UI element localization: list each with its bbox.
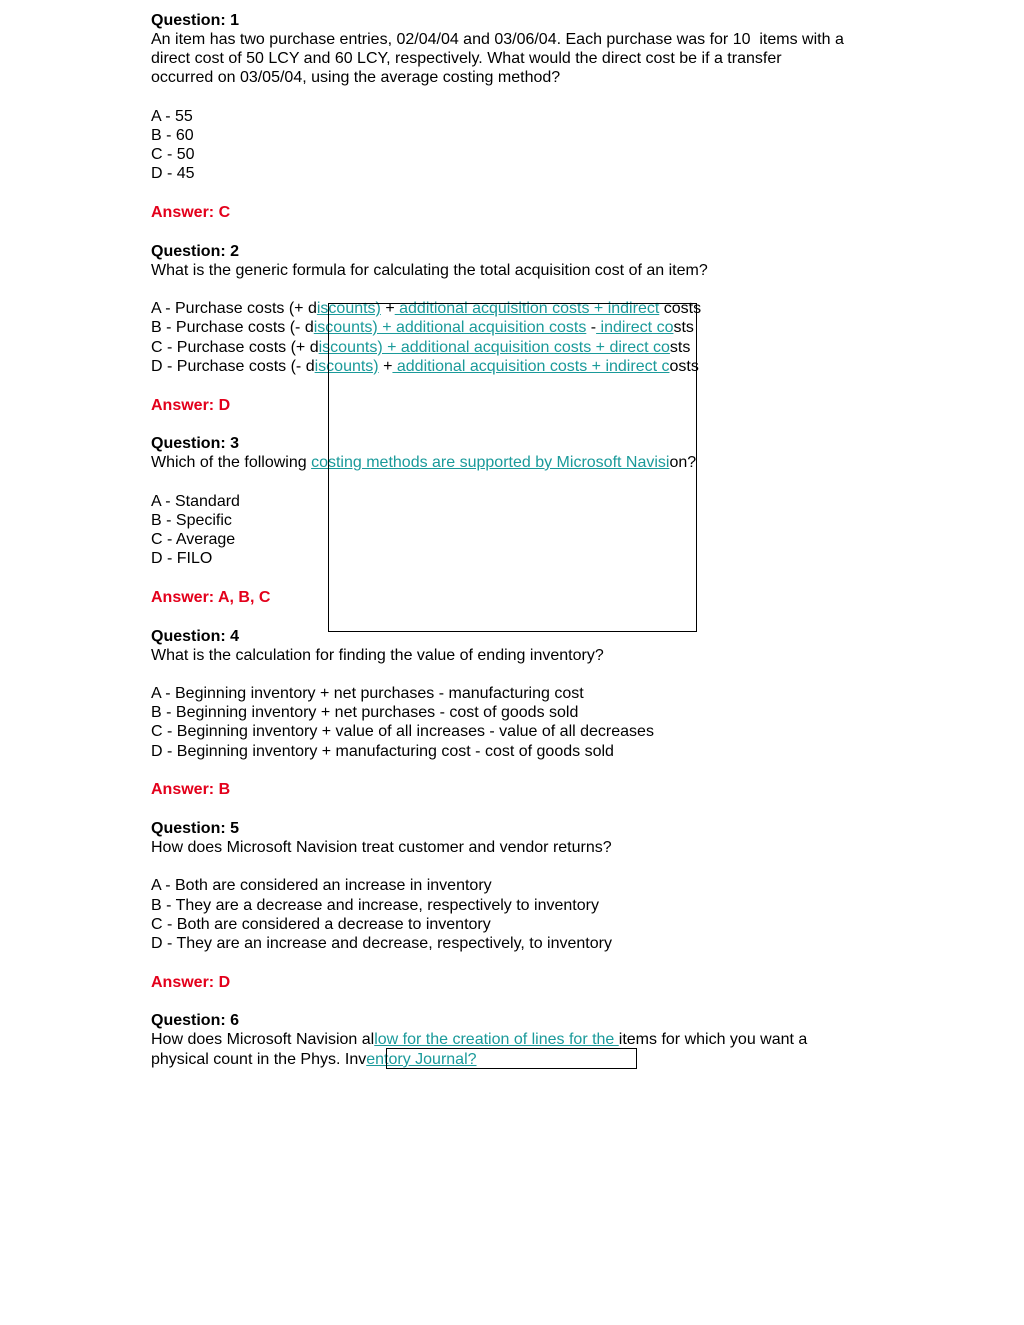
question-1-text: occurred on 03/05/04, using the average costing method? [151,69,561,86]
overlay-box [386,1048,637,1069]
option-text: costs [659,300,702,317]
answer-3: Answer: A, B, C [151,589,271,606]
option-b: B - They are a decrease and increase, respectively to inventory [151,897,599,914]
option-text: sts [669,339,691,356]
option-text: + [378,358,393,375]
option-text: C - Purchase costs (+ d [151,339,319,356]
question-text: items for which you want a [618,1031,808,1048]
question-6-heading: Question: 6 [151,1012,240,1029]
option-link[interactable]: iscounts) + additional acquisition costs + direct co [318,339,670,356]
overlay-box [328,303,697,632]
answer-1: Answer: C [151,204,231,221]
question-text: on? [669,454,697,471]
question-link[interactable]: costing methods are supported by Microsoft Navisi [311,454,670,471]
question-1-text: An item has two purchase entries, 02/04/04 and 03/06/04. Each purchase was for 10 items with a [151,31,844,48]
option-b: B - 60 [151,127,194,144]
question-5-text: How does Microsoft Navision treat customer and vendor returns? [151,839,612,856]
question-2-heading: Question: 2 [151,243,240,260]
question-text: How does Microsoft Navision al [151,1031,375,1048]
option-text: D - Purchase costs (- d [151,358,315,375]
option-link[interactable]: additional acquisition costs + indirect [394,300,660,317]
option-d: D - FILO [151,550,213,567]
option-b: B - Specific [151,512,232,529]
question-3-heading: Question: 3 [151,435,240,452]
option-link[interactable]: indirect co [596,319,674,336]
option-b: B - Beginning inventory + net purchases - cost of goods sold [151,704,579,721]
option-a: A - 55 [151,108,193,125]
option-d: D - Beginning inventory + manufacturing cost - cost of goods sold [151,743,614,760]
option-c: C - Average [151,531,236,548]
question-4-text: What is the calculation for finding the value of ending inventory? [151,647,604,664]
option-a: A - Both are considered an increase in inventory [151,877,492,894]
option-a: A - Standard [151,493,240,510]
question-4-heading: Question: 4 [151,628,240,645]
option-text: A - Purchase costs (+ d [151,300,317,317]
question-1-heading: Question: 1 [151,12,240,29]
option-text: + [380,300,395,317]
question-5-heading: Question: 5 [151,820,240,837]
question-6-text [151,1030,807,1049]
option-d: D - 45 [151,165,195,182]
question-1-text: direct cost of 50 LCY and 60 LCY, respectively. What would the direct cost be if a transfer [151,50,782,67]
option-link[interactable]: iscounts) [316,300,381,317]
option-text: B - Purchase costs (- d [151,319,314,336]
option-link[interactable]: iscounts) [314,358,379,375]
option-link[interactable]: additional acquisition costs + indirect c [392,358,670,375]
option-link[interactable]: iscounts) + additional acquisition costs [313,319,587,336]
option-c: C - Both are considered a decrease to inventory [151,916,491,933]
answer-4: Answer: B [151,781,231,798]
option-text: - [586,319,597,336]
question-link[interactable]: low for the creation of lines for the [374,1031,619,1048]
question-text: physical count in the Phys. Inv [151,1051,367,1068]
option-d: D - They are an increase and decrease, respectively, to inventory [151,935,612,952]
question-link[interactable]: entory Journal? [366,1051,477,1068]
answer-5: Answer: D [151,974,231,991]
question-2-text: What is the generic formula for calculating the total acquisition cost of an item? [151,262,708,279]
question-text: Which of the following [151,454,312,471]
option-text: osts [669,358,699,375]
option-c: C - Beginning inventory + value of all increases - value of all decreases [151,723,654,740]
option-text: sts [673,319,694,336]
option-c: C - 50 [151,146,195,163]
option-a: A - Beginning inventory + net purchases - manufacturing cost [151,685,584,702]
answer-2: Answer: D [151,397,231,414]
